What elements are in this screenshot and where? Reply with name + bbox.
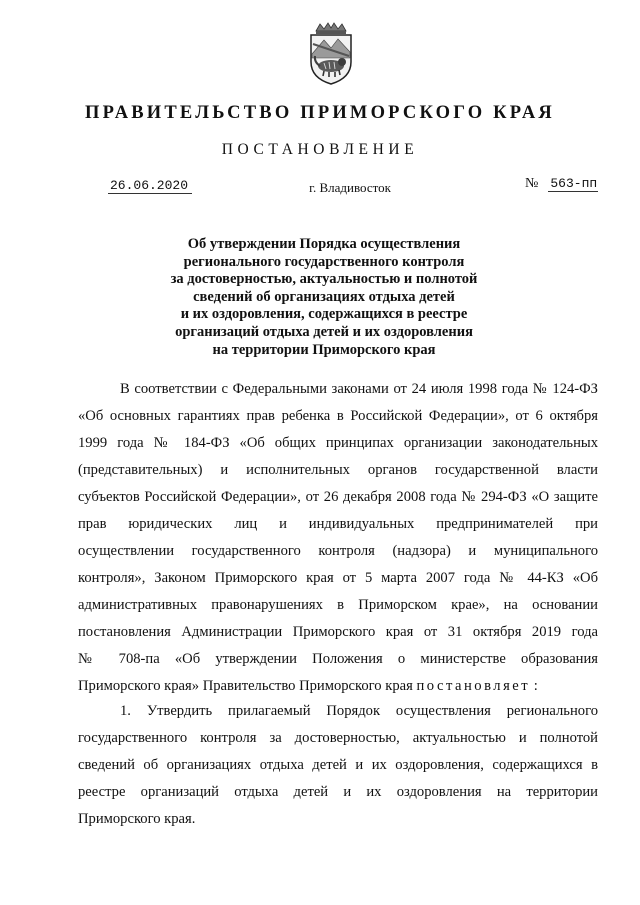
paragraph-line: постановления Администрации Приморского края от 31 октября 2019 года — [78, 624, 598, 640]
paragraph-line: № 708-па «Об утверждении Положения о министерстве образования — [78, 651, 598, 667]
subject-line: регионального государственного контроля — [183, 253, 465, 270]
subject-line: на территории Приморского края — [212, 341, 436, 358]
paragraph-line: административных правонарушениях в Приморском крае», на основании — [78, 597, 598, 613]
government-title: ПРАВИТЕЛЬСТВО ПРИМОРСКОГО КРАЯ — [84, 103, 555, 123]
paragraph-line: Приморского края. — [78, 811, 196, 827]
last-line-suffix: : — [530, 678, 538, 694]
paragraph-line: прав юридических лиц и индивидуальных предпринимателей при — [78, 516, 598, 532]
subject-line: организаций отдыха детей и их оздоровления — [175, 323, 473, 340]
last-line-text: Приморского края» Правительство Приморского края — [78, 678, 413, 694]
paragraph-line: осуществлении государственного контроля (надзора) и муниципального — [78, 543, 598, 559]
document-number-block — [525, 174, 598, 192]
subject-line: Об утверждении Порядка осуществления — [187, 236, 461, 252]
document-type: ПОСТАНОВЛЕНИЕ — [221, 141, 419, 158]
subject-line: сведений об организациях отдыха детей — [193, 288, 455, 305]
document-date: 26.06.2020 — [108, 178, 192, 194]
paragraph-line: реестре организаций отдыха детей и их оздоровления на территории — [78, 784, 598, 800]
document-city: г. Владивосток — [309, 180, 391, 195]
paragraph-line: 1. Утвердить прилагаемый Порядок осуществления регионального — [120, 703, 598, 719]
number-sign: № — [525, 176, 539, 191]
paragraph-line: В соответствии с Федеральными законами от 24 июля 1998 года № 124-ФЗ — [120, 381, 598, 397]
paragraph-line: сведений об организациях отдыха детей и их оздоровления, содержащихся в — [78, 757, 598, 773]
paragraph-line: субъектов Российской Федерации», от 26 декабря 2008 года № 294-ФЗ «О защите — [78, 489, 598, 505]
paragraph-last-line — [78, 673, 598, 700]
subject-line: и их оздоровления, содержащихся в реестре — [180, 306, 468, 323]
resolves-keyword: постановляет — [416, 678, 531, 694]
paragraph-preamble — [78, 376, 598, 700]
paragraph-line: контроля», Законом Приморского края от 5 марта 2007 года № 44-КЗ «Об — [78, 570, 598, 586]
subject-line: за достоверностью, актуальностью и полнотой — [170, 271, 478, 288]
paragraph-line: (представительных) и исполнительных органов государственной власти — [78, 462, 598, 478]
coat-of-arms-emblem — [302, 22, 360, 86]
document-number: 563-пп — [550, 176, 598, 191]
document-subject — [140, 236, 508, 359]
paragraph-clause-1 — [78, 698, 598, 833]
paragraph-line: государственного контроля за достоверностью, актуальностью и полнотой — [78, 730, 598, 746]
paragraph-line: 1999 года № 184-ФЗ «Об общих принципах организации законодательных — [78, 435, 598, 451]
paragraph-line: «Об основных гарантиях прав ребенка в Российской Федерации», от 6 октября — [78, 408, 598, 424]
